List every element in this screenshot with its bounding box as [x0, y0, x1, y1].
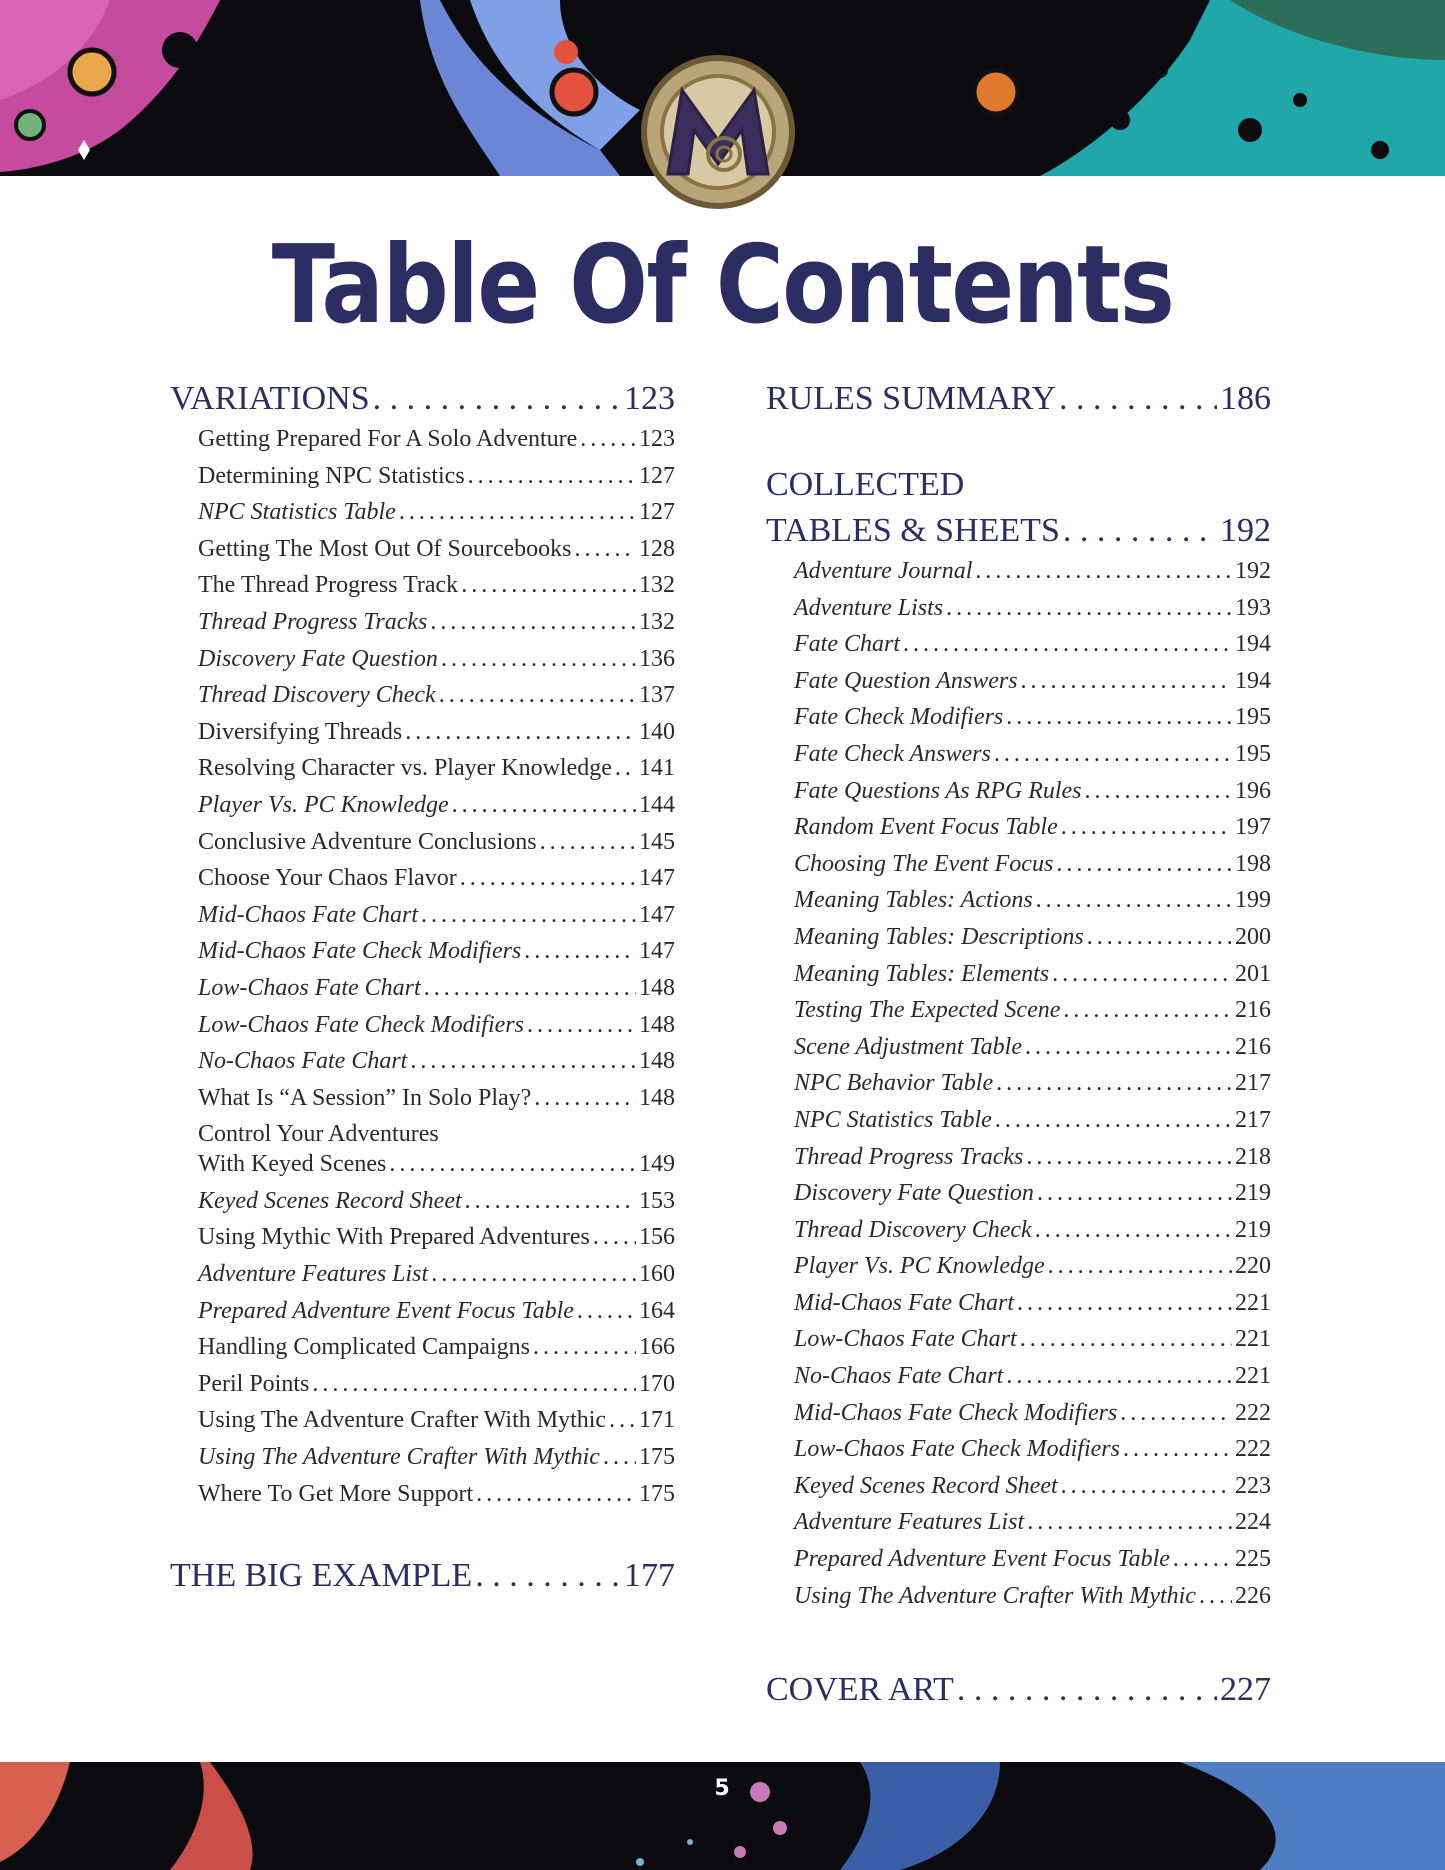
toc-page-number: 127 [639, 499, 675, 526]
toc-entry[interactable] [794, 1473, 1271, 1510]
toc-left-column [170, 380, 675, 1603]
toc-page-number: 225 [1235, 1546, 1271, 1573]
dot-leader [1056, 851, 1232, 878]
toc-page-number: 156 [639, 1224, 675, 1251]
dot-leader [1085, 778, 1232, 805]
toc-page-number: 201 [1235, 960, 1271, 987]
toc-entry-label: Mid-Chaos Fate Chart [198, 901, 418, 928]
toc-page-number: 216 [1235, 997, 1271, 1024]
toc-entry[interactable] [198, 975, 675, 1012]
toc-entry[interactable] [794, 741, 1271, 778]
toc-page-number: 148 [639, 1084, 675, 1111]
toc-entry[interactable] [198, 938, 675, 975]
page-title: Table Of Contents [271, 223, 1174, 348]
toc-entry[interactable] [198, 572, 675, 609]
toc-page-number: 197 [1235, 814, 1271, 841]
toc-entry[interactable] [198, 1188, 675, 1225]
toc-entry[interactable] [794, 1034, 1271, 1071]
toc-entry-label: Resolving Character vs. Player Knowledge [198, 755, 612, 782]
toc-page-number: 127 [639, 462, 675, 489]
dot-leader [995, 1107, 1232, 1134]
toc-entry[interactable] [794, 1144, 1271, 1181]
toc-page-number: 193 [1235, 594, 1271, 621]
toc-entry[interactable] [794, 1253, 1271, 1290]
toc-entry[interactable] [198, 646, 675, 683]
toc-entry-label: Scene Adjustment Table [794, 1033, 1022, 1060]
toc-entry-label: Fate Question Answers [794, 667, 1018, 694]
toc-entry-label: Handling Complicated Campaigns [198, 1334, 530, 1361]
toc-entry-label: Discovery Fate Question [198, 645, 438, 672]
toc-entry-label: Keyed Scenes Record Sheet [794, 1472, 1058, 1499]
toc-entry[interactable] [794, 704, 1271, 741]
toc-entry[interactable] [198, 1224, 675, 1261]
toc-page-number: 219 [1235, 1216, 1271, 1243]
dot-leader [389, 1151, 636, 1178]
toc-page-number: 148 [639, 974, 675, 1001]
dot-leader [1006, 704, 1232, 731]
toc-entry-label: Using The Adventure Crafter With Mythic [198, 1407, 607, 1434]
toc-entry[interactable] [198, 1298, 675, 1335]
toc-entry-label: Choose Your Chaos Flavor [198, 865, 457, 892]
toc-entry[interactable] [794, 1290, 1271, 1327]
dot-leader [1199, 1583, 1232, 1610]
toc-entry[interactable] [198, 1151, 675, 1188]
toc-page-number: 219 [1235, 1180, 1271, 1207]
dot-leader [441, 646, 636, 673]
toc-page-number: 147 [639, 901, 675, 928]
toc-entry[interactable] [794, 1107, 1271, 1144]
dot-leader [1020, 1326, 1232, 1353]
toc-entry-label: Thread Progress Tracks [794, 1143, 1024, 1170]
dot-leader [1025, 1034, 1232, 1061]
toc-entry-label: Low-Chaos Fate Check Modifiers [794, 1436, 1120, 1463]
toc-entry[interactable] [198, 902, 675, 939]
toc-right-column [766, 380, 1271, 1717]
toc-entry-label: Fate Check Answers [794, 740, 991, 767]
dot-leader [1087, 924, 1232, 951]
toc-page-number: 220 [1235, 1253, 1271, 1280]
toc-entry-label: The Thread Progress Track [198, 572, 459, 599]
dot-leader [1120, 1400, 1232, 1427]
toc-page-number: 217 [1235, 1106, 1271, 1133]
dot-leader [1052, 961, 1232, 988]
toc-section-heading-line1: COLLECTED [766, 466, 965, 503]
dot-leader [460, 865, 636, 892]
toc-entry-label: TABLES & SHEETS [766, 512, 1060, 549]
dot-leader [996, 1070, 1232, 1097]
toc-entry[interactable] [198, 1085, 675, 1122]
toc-entry-label: Using The Adventure Crafter With Mythic [794, 1582, 1196, 1609]
toc-page-number: 170 [639, 1370, 675, 1397]
dot-leader [1037, 1180, 1232, 1207]
toc-page-number: 227 [1220, 1671, 1271, 1709]
toc-entry-label: Keyed Scenes Record Sheet [198, 1187, 462, 1214]
dot-leader [946, 595, 1232, 622]
toc-page-number: 196 [1235, 777, 1271, 804]
toc-entry-label: Adventure Journal [794, 558, 973, 584]
toc-entry-label: Meaning Tables: Elements [794, 960, 1050, 987]
toc-page-number: 192 [1235, 558, 1271, 584]
toc-entry[interactable] [198, 609, 675, 646]
dot-leader [540, 829, 636, 856]
toc-page-number: 221 [1235, 1289, 1271, 1316]
toc-section-heading[interactable] [766, 1671, 1271, 1717]
mythic-m-emblem-icon [628, 44, 808, 224]
dot-leader [1021, 668, 1232, 695]
spacer [766, 426, 1271, 466]
toc-entry-label: Random Event Focus Table [794, 814, 1058, 841]
toc-entry-label: Diversifying Threads [198, 718, 403, 745]
toc-entry-label: Using The Adventure Crafter With Mythic [198, 1444, 600, 1471]
dot-leader [476, 1481, 636, 1508]
toc-page-number: 148 [639, 1048, 675, 1075]
toc-entry-label: Adventure Lists [794, 594, 944, 621]
dot-leader [1063, 997, 1232, 1024]
toc-entry-label: Mid-Chaos Fate Chart [794, 1289, 1014, 1316]
toc-entry-label: Discovery Fate Question [794, 1180, 1034, 1207]
dot-leader [533, 1334, 636, 1361]
toc-page-number: 216 [1235, 1033, 1271, 1060]
toc-entry-label: VARIATIONS [170, 380, 370, 417]
toc-entry[interactable] [198, 1048, 675, 1085]
toc-entry-label: Testing The Expected Scene [794, 997, 1061, 1024]
toc-page-number: 132 [639, 572, 675, 599]
toc-entry[interactable] [794, 1217, 1271, 1254]
dot-leader [1063, 512, 1217, 550]
toc-entry[interactable] [198, 1334, 675, 1371]
toc-page-number: 147 [639, 865, 675, 892]
dot-leader [577, 1298, 636, 1325]
toc-entry[interactable] [794, 924, 1271, 961]
toc-entry-label: NPC Statistics Table [794, 1106, 992, 1133]
toc-section-heading[interactable] [170, 380, 675, 426]
toc-page-number: 195 [1235, 740, 1271, 767]
toc-entry[interactable] [198, 1012, 675, 1049]
toc-page-number: 194 [1235, 631, 1271, 658]
toc-entry-label: Getting Prepared For A Solo Adventure [198, 426, 578, 452]
toc-entry[interactable] [794, 668, 1271, 705]
dot-leader [410, 1048, 636, 1075]
toc-page-number: 137 [639, 682, 675, 709]
toc-page-number: 222 [1235, 1436, 1271, 1463]
toc-entry[interactable] [794, 1583, 1271, 1620]
toc-page-number: 218 [1235, 1143, 1271, 1170]
dot-leader [527, 1012, 636, 1039]
toc-page-number: 198 [1235, 850, 1271, 877]
toc-entry[interactable] [198, 1371, 675, 1408]
dot-leader [1035, 1217, 1232, 1244]
toc-entry[interactable] [794, 997, 1271, 1034]
toc-section-heading[interactable] [766, 380, 1271, 426]
page-number: 5 [714, 1776, 730, 1801]
dot-leader [1173, 1546, 1232, 1573]
toc-entry-label: Meaning Tables: Descriptions [794, 923, 1084, 950]
toc-entry-label: Low-Chaos Fate Chart [794, 1326, 1017, 1353]
toc-page-number: 132 [639, 608, 675, 635]
toc-entry[interactable] [198, 1261, 675, 1298]
toc-entry[interactable] [794, 851, 1271, 888]
dot-leader [1123, 1436, 1232, 1463]
toc-entry-label: Getting The Most Out Of Sourcebooks [198, 535, 572, 562]
toc-entry-label: Low-Chaos Fate Check Modifiers [198, 1011, 524, 1038]
toc-entry[interactable] [794, 887, 1271, 924]
toc-page-number: 147 [639, 938, 675, 965]
toc-entry-label: No-Chaos Fate Chart [198, 1048, 408, 1075]
dot-leader [461, 572, 636, 599]
toc-entry[interactable] [198, 499, 675, 536]
toc-entry-label: Thread Progress Tracks [198, 608, 428, 635]
toc-page-number: 166 [639, 1334, 675, 1361]
toc-entry-label: Where To Get More Support [198, 1480, 474, 1507]
spacer [766, 1619, 1271, 1671]
toc-section-heading[interactable] [766, 512, 1271, 558]
dot-leader [430, 609, 636, 636]
dot-leader [575, 536, 636, 563]
toc-entry-label: Adventure Features List [198, 1261, 429, 1288]
toc-page-number: 186 [1220, 380, 1271, 417]
toc-entry-label: COVER ART [766, 1671, 954, 1709]
toc-entry-label: What Is “A Session” In Solo Play? [198, 1084, 532, 1111]
toc-entry-label: Fate Chart [794, 631, 900, 658]
dot-leader [603, 1444, 636, 1471]
toc-entry-label: Prepared Adventure Event Focus Table [198, 1297, 574, 1324]
toc-page-number: 199 [1235, 887, 1271, 914]
dot-leader [421, 902, 636, 929]
toc-entry-label: THE BIG EXAMPLE [170, 1557, 473, 1595]
toc-entry[interactable] [198, 755, 675, 792]
toc-entry-label: NPC Behavior Table [794, 1070, 994, 1097]
toc-entry-label-line1: Control Your Adventures [198, 1121, 439, 1148]
toc-page-number: 175 [639, 1444, 675, 1471]
dot-leader [615, 755, 636, 782]
spacer [170, 1517, 675, 1557]
toc-entry-label: Player Vs. PC Knowledge [794, 1253, 1045, 1280]
dot-leader [524, 938, 636, 965]
toc-section-heading[interactable] [170, 1557, 675, 1603]
toc-page-number: 221 [1235, 1363, 1271, 1390]
toc-entry[interactable] [198, 536, 675, 573]
toc-page-number: 140 [639, 718, 675, 745]
dot-leader [975, 558, 1232, 585]
toc-entry-label: Player Vs. PC Knowledge [198, 791, 449, 818]
dot-leader [439, 682, 636, 709]
toc-page-number: 224 [1235, 1509, 1271, 1536]
dot-leader [580, 426, 636, 453]
toc-entry[interactable] [198, 1481, 675, 1518]
dot-leader [424, 975, 636, 1002]
toc-page-number: 221 [1235, 1326, 1271, 1353]
toc-page-number: 164 [639, 1297, 675, 1324]
toc-entry-label: Peril Points [198, 1370, 310, 1397]
toc-entry-label: RULES SUMMARY [766, 380, 1057, 417]
toc-page-number: 123 [624, 380, 675, 417]
dot-leader [373, 380, 621, 418]
toc-page-number: 222 [1235, 1399, 1271, 1426]
toc-entry[interactable] [794, 558, 1271, 595]
toc-entry[interactable] [794, 631, 1271, 668]
toc-entry[interactable] [198, 792, 675, 829]
dot-leader [1027, 1509, 1232, 1536]
dot-leader [405, 719, 636, 746]
toc-page-number: 145 [639, 828, 675, 855]
dot-leader [475, 1557, 621, 1595]
toc-entry[interactable] [198, 1407, 675, 1444]
toc-entry-label: Thread Discovery Check [198, 682, 436, 709]
toc-entry[interactable] [198, 1444, 675, 1481]
toc-page-number: 144 [639, 791, 675, 818]
toc-page-number: 226 [1235, 1582, 1271, 1609]
toc-page-number: 153 [639, 1187, 675, 1214]
toc-entry[interactable] [198, 463, 675, 500]
toc-page-number: 177 [624, 1557, 675, 1595]
dot-leader [399, 499, 636, 526]
toc-entry-label: Mid-Chaos Fate Check Modifiers [794, 1399, 1118, 1426]
toc-page-number: 141 [639, 755, 675, 782]
toc-entry-label: With Keyed Scenes [198, 1151, 387, 1178]
dot-leader [465, 1188, 636, 1215]
toc-page-number: 123 [639, 426, 675, 452]
toc-entry-label: Fate Check Modifiers [794, 704, 1004, 731]
dot-leader [1006, 1363, 1232, 1390]
dot-leader [1026, 1144, 1232, 1171]
toc-entry[interactable] [198, 829, 675, 866]
dot-leader [1061, 1473, 1232, 1500]
toc-page-number: 149 [639, 1151, 675, 1178]
dot-leader [1048, 1253, 1232, 1280]
toc-entry-label: Conclusive Adventure Conclusions [198, 828, 537, 855]
toc-page-number: 136 [639, 645, 675, 672]
toc-entry[interactable] [794, 778, 1271, 815]
toc-entry-label: Prepared Adventure Event Focus Table [794, 1546, 1170, 1573]
dot-leader [903, 631, 1232, 658]
toc-entry[interactable] [794, 595, 1271, 632]
toc-entry-label: NPC Statistics Table [198, 499, 396, 526]
dot-leader [609, 1407, 636, 1434]
toc-entry[interactable] [794, 1363, 1271, 1400]
toc-page-number: 217 [1235, 1070, 1271, 1097]
toc-entry-label: Mid-Chaos Fate Check Modifiers [198, 938, 522, 965]
toc-page-number: 171 [639, 1407, 675, 1434]
toc-entry-label: Low-Chaos Fate Chart [198, 974, 421, 1001]
toc-entry-label: Adventure Features List [794, 1509, 1025, 1536]
toc-entry[interactable] [794, 1400, 1271, 1437]
dot-leader [1059, 380, 1217, 418]
toc-entry[interactable] [198, 682, 675, 719]
toc-page-number: 175 [639, 1480, 675, 1507]
dot-leader [957, 1671, 1217, 1709]
dot-leader [1061, 814, 1232, 841]
toc-entry[interactable] [794, 1326, 1271, 1363]
toc-entry-label: Thread Discovery Check [794, 1216, 1032, 1243]
toc-entry[interactable] [198, 865, 675, 902]
toc-entry[interactable] [794, 1546, 1271, 1583]
toc-page-number: 200 [1235, 923, 1271, 950]
toc-entry-label: No-Chaos Fate Chart [794, 1363, 1004, 1390]
dot-leader [468, 463, 636, 490]
dot-leader [452, 792, 636, 819]
toc-entry[interactable] [794, 1070, 1271, 1107]
toc-entry[interactable] [794, 1180, 1271, 1217]
toc-entry-label: Fate Questions As RPG Rules [794, 777, 1082, 804]
toc-entry-label: Choosing The Event Focus [794, 850, 1054, 877]
toc-entry[interactable] [794, 1509, 1271, 1546]
toc-page-number: 194 [1235, 667, 1271, 694]
toc-page-number: 192 [1220, 512, 1271, 549]
dot-leader [593, 1224, 636, 1251]
toc-entry[interactable] [198, 719, 675, 756]
dot-leader [1017, 1290, 1232, 1317]
toc-page-number: 223 [1235, 1472, 1271, 1499]
toc-entry-label: Using Mythic With Prepared Adventures [198, 1224, 590, 1251]
toc-entry-label: Meaning Tables: Actions [794, 887, 1033, 914]
toc-page-number: 128 [639, 535, 675, 562]
dot-leader [994, 741, 1232, 768]
toc-entry-label: Determining NPC Statistics [198, 462, 465, 489]
dot-leader [312, 1371, 636, 1398]
toc-entry[interactable] [794, 961, 1271, 998]
toc-entry[interactable] [794, 814, 1271, 851]
dot-leader [1036, 887, 1232, 914]
toc-page-number: 148 [639, 1011, 675, 1038]
toc-entry[interactable] [198, 426, 675, 463]
toc-page-number: 195 [1235, 704, 1271, 731]
toc-entry[interactable] [794, 1436, 1271, 1473]
dot-leader [431, 1261, 636, 1288]
dot-leader [534, 1085, 636, 1112]
toc-page-number: 160 [639, 1261, 675, 1288]
